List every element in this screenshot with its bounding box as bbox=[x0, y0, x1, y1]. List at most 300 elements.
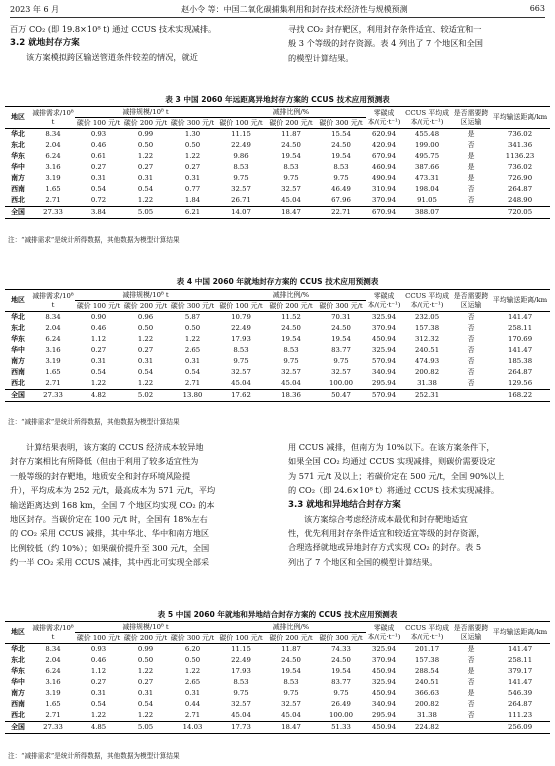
table-cell: 是 bbox=[467, 152, 475, 160]
col-header-carbon-price: 碳价 100 元/t bbox=[76, 301, 121, 310]
table-cell: 325.94 bbox=[371, 313, 397, 321]
table-cell: 是 bbox=[467, 667, 475, 675]
table-cell: 32.57 bbox=[281, 185, 301, 193]
table-cell: 32.57 bbox=[331, 368, 351, 376]
table-cell: 24.50 bbox=[281, 324, 301, 332]
table5-caption: 表 5 中国 2060 年就地和异地结合封存方案的 CCUS 技术应用预测表 bbox=[157, 610, 398, 619]
table-cell: 是 bbox=[467, 174, 475, 182]
table-cell: 6.20 bbox=[184, 645, 201, 653]
col-header-ratio: 减排比例/% bbox=[216, 107, 366, 118]
table-row bbox=[5, 184, 550, 195]
col-header-cross-region: 是否需要跨区运输 bbox=[452, 107, 490, 129]
region-cell: 东北 bbox=[11, 656, 25, 664]
table-cell: 0.54 bbox=[184, 368, 201, 376]
table-cell: 0.54 bbox=[90, 700, 107, 708]
table-cell: 6.21 bbox=[169, 207, 216, 219]
paragraph-line: 为 571 元/t 及以上；若碳价定在 500 元/t，全国 90%以上 bbox=[288, 470, 505, 481]
region-cell: 南方 bbox=[11, 357, 25, 365]
table-cell: 3.19 bbox=[45, 357, 61, 365]
table-cell: 9.75 bbox=[283, 689, 299, 697]
table-cell: 6.24 bbox=[45, 152, 61, 160]
table-cell: 111.23 bbox=[507, 711, 533, 719]
col-header-distance: 平均输送距离/km bbox=[490, 290, 550, 312]
table-cell: 0.27 bbox=[90, 163, 107, 171]
table-cell: 0.46 bbox=[90, 656, 107, 664]
paragraph-line: 如果全国 CO₂ 均通过 CCUS 实现减排，则碳价需要设定 bbox=[288, 456, 496, 467]
region-cell: 西北 bbox=[11, 711, 25, 719]
table-cell: 2.71 bbox=[45, 711, 61, 719]
table-cell: 27.33 bbox=[31, 207, 75, 219]
table-cell: 0.31 bbox=[90, 689, 107, 697]
region-cell: 全国 bbox=[5, 722, 31, 734]
running-header bbox=[10, 4, 545, 18]
table-cell: 22.49 bbox=[231, 141, 251, 149]
table-cell: 3.16 bbox=[45, 163, 61, 171]
table-cell: 2.71 bbox=[45, 196, 61, 204]
table-cell: 否 bbox=[467, 700, 475, 708]
table-cell: 0.99 bbox=[137, 130, 154, 138]
col-header-zero-cost: 零碳成本/(元·t⁻¹) bbox=[366, 622, 402, 644]
table-cell: 17.73 bbox=[216, 722, 266, 734]
table-cell: 288.54 bbox=[414, 667, 440, 675]
table-cell: 185.38 bbox=[507, 357, 533, 365]
region-cell: 华东 bbox=[11, 335, 25, 343]
table-total-row bbox=[5, 207, 550, 219]
paragraph-line: 该方案综合考虑经济成本最优和封存靶地适宜 bbox=[304, 513, 468, 524]
region-cell: 华北 bbox=[11, 645, 25, 653]
col-header-carbon-price: 碳价 100 元/t bbox=[76, 118, 121, 127]
table-cell: 3.84 bbox=[75, 207, 122, 219]
table-cell: 1.12 bbox=[90, 667, 107, 675]
table-cell: 310.94 bbox=[371, 185, 397, 193]
col-header-carbon-price: 碳价 100 元/t bbox=[216, 301, 266, 312]
table-cell: 6.24 bbox=[45, 335, 61, 343]
table-total-row bbox=[5, 390, 550, 402]
table-cell: 32.57 bbox=[231, 700, 251, 708]
col-header-scale: 减排规模/10⁸ t bbox=[75, 290, 216, 301]
table-cell: 2.04 bbox=[45, 324, 61, 332]
table-cell: 200.82 bbox=[414, 700, 440, 708]
col-header-demand: 减排需求/10⁸ t bbox=[31, 290, 75, 312]
table-cell: 8.34 bbox=[45, 313, 61, 321]
table-cell: 312.32 bbox=[414, 335, 440, 343]
col-header-carbon-price: 碳价 300 元/t bbox=[170, 633, 215, 642]
table-cell: 620.94 bbox=[371, 130, 397, 138]
table-row bbox=[5, 710, 550, 722]
table-cell: 11.52 bbox=[281, 313, 301, 321]
table-cell: 460.94 bbox=[371, 163, 397, 171]
table-cell: 1.22 bbox=[184, 667, 201, 675]
table-cell: 726.90 bbox=[507, 174, 533, 182]
table-cell: 14.03 bbox=[169, 722, 216, 734]
table4-note: 注：“减排需求”是统计所得数据，其他数据为模型计算结果 bbox=[8, 418, 180, 426]
region-cell: 华中 bbox=[11, 346, 25, 354]
col-header-avg-cost: CCUS 平均成本/(元·t⁻¹) bbox=[402, 290, 452, 312]
table-cell: 74.33 bbox=[331, 645, 351, 653]
table-cell: 0.31 bbox=[137, 689, 154, 697]
table-cell: 否 bbox=[467, 185, 475, 193]
table-cell: 3.16 bbox=[45, 678, 61, 686]
table-cell: 0.31 bbox=[90, 174, 107, 182]
paragraph-line: 输送距离达到 168 km，全国 7 个地区均实现 CO₂ 的本 bbox=[10, 499, 215, 510]
table-cell: 387.66 bbox=[414, 163, 440, 171]
section-heading: 3.3 就地和异地结合封存方案 bbox=[288, 499, 401, 510]
table-cell: 1.22 bbox=[137, 379, 154, 387]
region-cell: 华中 bbox=[11, 678, 25, 686]
table-cell: 1.22 bbox=[184, 335, 201, 343]
table-cell: 9.86 bbox=[233, 152, 249, 160]
table-cell: 0.50 bbox=[137, 141, 154, 149]
table-cell: 3.19 bbox=[45, 689, 61, 697]
col-header-region: 地区 bbox=[5, 290, 31, 312]
table-cell: 240.51 bbox=[414, 346, 440, 354]
table-cell: 325.94 bbox=[371, 645, 397, 653]
table-cell: 否 bbox=[467, 678, 475, 686]
table-cell: 1.65 bbox=[45, 700, 61, 708]
table-cell: 450.94 bbox=[371, 667, 397, 675]
table-cell: 258.11 bbox=[507, 656, 533, 664]
table-cell: 9.75 bbox=[233, 174, 249, 182]
table-cell: 0.31 bbox=[184, 174, 201, 182]
table-cell: 157.38 bbox=[414, 656, 440, 664]
table-cell: 0.77 bbox=[184, 185, 201, 193]
col-header-carbon-price: 碳价 200 元/t bbox=[266, 633, 316, 644]
table4-caption: 表 4 中国 2060 年就地封存方案的 CCUS 技术应用预测表 bbox=[176, 277, 379, 286]
paragraph-line: 比例较低（约 10%）；如果碳价提升至 300 元/t，全国 bbox=[10, 542, 210, 553]
table-cell: 45.04 bbox=[281, 379, 301, 387]
table-cell: 224.82 bbox=[402, 722, 452, 734]
table-cell: 是 bbox=[467, 689, 475, 697]
table-cell: 46.49 bbox=[331, 185, 351, 193]
table-cell: 6.24 bbox=[45, 667, 61, 675]
table-cell: 24.50 bbox=[281, 141, 301, 149]
table-row bbox=[5, 655, 550, 666]
table-cell: 0.27 bbox=[137, 346, 154, 354]
col-header-carbon-price: 碳价 300 元/t bbox=[316, 633, 366, 644]
paragraph-text: 百万 CO₂ (即 19.8×10⁸ t) 通过 CCUS 技术实现减排。 bbox=[10, 24, 217, 34]
table-cell: 32.57 bbox=[231, 368, 251, 376]
table-cell: 83.77 bbox=[331, 346, 351, 354]
table-cell bbox=[452, 722, 490, 734]
table-cell: 27.33 bbox=[31, 390, 75, 402]
col-header-region: 地区 bbox=[5, 107, 31, 129]
table-cell: 264.87 bbox=[507, 185, 533, 193]
table-cell: 1.22 bbox=[184, 152, 201, 160]
table-cell: 0.54 bbox=[137, 368, 154, 376]
table-cell: 366.63 bbox=[414, 689, 440, 697]
table-cell: 11.87 bbox=[281, 130, 301, 138]
table-cell: 1.22 bbox=[137, 196, 154, 204]
table-cell: 17.93 bbox=[231, 667, 251, 675]
region-cell: 西南 bbox=[11, 700, 25, 708]
table-cell: 91.05 bbox=[417, 196, 437, 204]
table-cell: 27.33 bbox=[31, 722, 75, 734]
table-cell: 0.27 bbox=[90, 678, 107, 686]
table-row bbox=[5, 195, 550, 207]
table-total-row bbox=[5, 722, 550, 734]
table-cell: 450.94 bbox=[371, 335, 397, 343]
col-header-carbon-price: 碳价 300 元/t bbox=[316, 118, 366, 129]
col-header-avg-cost: CCUS 平均成本/(元·t⁻¹) bbox=[402, 107, 452, 129]
table-cell: 232.05 bbox=[414, 313, 440, 321]
col-header-zero-cost: 零碳成本/(元·t⁻¹) bbox=[366, 107, 402, 129]
table-cell: 31.38 bbox=[417, 711, 437, 719]
table-cell: 379.17 bbox=[507, 667, 533, 675]
table-cell: 570.94 bbox=[371, 357, 397, 365]
table-row bbox=[5, 345, 550, 356]
col-header-cross-region: 是否需要跨区运输 bbox=[452, 622, 490, 644]
paragraph-line: 用 CCUS 减排，但南方为 10%以下。在该方案条件下， bbox=[288, 442, 495, 452]
table-cell: 141.47 bbox=[507, 678, 533, 686]
table-cell: 0.50 bbox=[184, 324, 201, 332]
table-cell: 736.02 bbox=[507, 163, 533, 171]
col-header-zero-cost: 零碳成本/(元·t⁻¹) bbox=[366, 290, 402, 312]
table-cell: 9.75 bbox=[283, 174, 299, 182]
table-cell: 9.75 bbox=[233, 357, 249, 365]
table-cell: 0.93 bbox=[90, 645, 107, 653]
table-cell: 0.31 bbox=[184, 689, 201, 697]
table-cell bbox=[452, 207, 490, 219]
table-cell: 490.94 bbox=[371, 174, 397, 182]
table-cell: 546.39 bbox=[507, 689, 533, 697]
table-cell: 32.57 bbox=[281, 700, 301, 708]
table-cell: 100.00 bbox=[328, 711, 354, 719]
table-row bbox=[5, 644, 550, 656]
table-row bbox=[5, 140, 550, 151]
table-cell: 341.36 bbox=[507, 141, 533, 149]
col-header-avg-cost: CCUS 平均成本/(元·t⁻¹) bbox=[402, 622, 452, 644]
table-cell: 720.05 bbox=[490, 207, 550, 219]
table-cell: 9.75 bbox=[333, 689, 349, 697]
table-row bbox=[5, 699, 550, 710]
table-cell: 否 bbox=[467, 379, 475, 387]
region-cell: 东北 bbox=[11, 141, 25, 149]
table-cell: 450.94 bbox=[366, 722, 402, 734]
region-cell: 西南 bbox=[11, 368, 25, 376]
table-cell: 5.87 bbox=[184, 313, 201, 321]
paragraph-line: 封存方案相比有所降低（但由于利用了较多适宜性为 bbox=[10, 456, 199, 467]
table-cell: 1136.23 bbox=[505, 152, 535, 160]
table-cell: 45.04 bbox=[281, 711, 301, 719]
region-cell: 西北 bbox=[11, 379, 25, 387]
table-cell: 否 bbox=[467, 324, 475, 332]
table-cell: 22.71 bbox=[316, 207, 366, 219]
table-cell: 199.00 bbox=[414, 141, 440, 149]
table-cell: 19.54 bbox=[281, 152, 301, 160]
table-cell: 0.31 bbox=[90, 357, 107, 365]
table-cell: 否 bbox=[467, 196, 475, 204]
table-cell: 370.94 bbox=[371, 656, 397, 664]
table-cell: 670.94 bbox=[371, 152, 397, 160]
region-cell: 华东 bbox=[11, 152, 25, 160]
table-row bbox=[5, 367, 550, 378]
table-cell: 8.53 bbox=[283, 678, 299, 686]
table-cell: 0.44 bbox=[184, 700, 201, 708]
table-row bbox=[5, 334, 550, 345]
table-cell: 0.50 bbox=[137, 324, 154, 332]
table-cell: 198.04 bbox=[414, 185, 440, 193]
table-cell: 否 bbox=[467, 313, 475, 321]
table-cell: 0.31 bbox=[137, 174, 154, 182]
table-row bbox=[5, 688, 550, 699]
table3 bbox=[5, 106, 550, 219]
table-cell: 70.31 bbox=[331, 313, 351, 321]
region-cell: 西南 bbox=[11, 185, 25, 193]
header-date: 2023 年 6 月 bbox=[10, 5, 60, 14]
region-cell: 全国 bbox=[5, 207, 31, 219]
table-cell: 32.57 bbox=[231, 185, 251, 193]
table-cell: 1.65 bbox=[45, 185, 61, 193]
table-cell: 0.27 bbox=[90, 346, 107, 354]
table-cell: 157.38 bbox=[414, 324, 440, 332]
table-cell: 1.22 bbox=[137, 335, 154, 343]
table-cell: 570.94 bbox=[366, 390, 402, 402]
table-cell: 22.49 bbox=[231, 324, 251, 332]
table-cell: 201.17 bbox=[414, 645, 440, 653]
region-cell: 全国 bbox=[5, 390, 31, 402]
table-cell: 15.54 bbox=[331, 130, 351, 138]
table-cell: 0.99 bbox=[137, 645, 154, 653]
col-header-scale: 减排规模/10⁸ t bbox=[75, 622, 216, 633]
table-cell: 200.82 bbox=[414, 368, 440, 376]
col-header-scale: 减排规模/10⁸ t bbox=[75, 107, 216, 118]
table-cell: 2.04 bbox=[45, 141, 61, 149]
table-cell: 45.04 bbox=[281, 196, 301, 204]
paragraph-text: 该方案模拟跨区输送管道条件较差的情况，就近 bbox=[26, 52, 198, 63]
table-row bbox=[5, 677, 550, 688]
table5-note: 注：“减排需求”是统计所得数据，其他数据为模型计算结果 bbox=[8, 752, 180, 760]
table3-note: 注：“减排需求”是统计所得数据，其他数据为模型计算结果 bbox=[8, 236, 180, 244]
table-cell: 83.77 bbox=[331, 678, 351, 686]
table-cell: 50.47 bbox=[316, 390, 366, 402]
table-cell: 370.94 bbox=[371, 196, 397, 204]
table-cell: 4.85 bbox=[75, 722, 122, 734]
table-cell: 0.46 bbox=[90, 324, 107, 332]
table-row bbox=[5, 323, 550, 334]
table-cell: 420.94 bbox=[371, 141, 397, 149]
paragraph-line: 的 CO₂ 采用 CCUS 减排，其中华北、华中和南方地区 bbox=[10, 528, 210, 539]
table-cell: 9.75 bbox=[233, 689, 249, 697]
table-cell: 0.31 bbox=[137, 357, 154, 365]
table-cell: 2.04 bbox=[45, 656, 61, 664]
region-cell: 华北 bbox=[11, 313, 25, 321]
table-cell: 9.75 bbox=[333, 174, 349, 182]
table-cell: 26.71 bbox=[231, 196, 251, 204]
table-cell: 450.94 bbox=[371, 689, 397, 697]
table-cell: 0.27 bbox=[137, 678, 154, 686]
table-cell bbox=[452, 390, 490, 402]
table-cell: 22.49 bbox=[231, 656, 251, 664]
table5 bbox=[5, 621, 550, 734]
paragraph-line: 性，优先利用封存条件适宜和较适宜等级的封存资源， bbox=[288, 528, 485, 539]
table-cell: 670.94 bbox=[366, 207, 402, 219]
table-cell: 否 bbox=[467, 368, 475, 376]
table3-caption: 表 3 中国 2060 年远距离异地封存方案的 CCUS 技术应用预测表 bbox=[165, 95, 390, 104]
table-cell: 0.27 bbox=[137, 163, 154, 171]
col-header-carbon-price: 碳价 300 元/t bbox=[316, 301, 366, 312]
table-row bbox=[5, 666, 550, 677]
table-cell: 1.30 bbox=[184, 130, 201, 138]
table-cell: 19.54 bbox=[331, 152, 351, 160]
paragraph-text: 寻找 CO₂ 封存靶区，利用封存条件适宜、较适宜和一 bbox=[288, 24, 482, 34]
table-cell: 455.48 bbox=[414, 130, 440, 138]
table-cell: 8.53 bbox=[283, 346, 299, 354]
mid-right-column bbox=[288, 440, 546, 569]
table-cell: 100.00 bbox=[328, 379, 354, 387]
table-cell: 295.94 bbox=[371, 379, 397, 387]
table-cell: 否 bbox=[467, 346, 475, 354]
table-cell: 10.79 bbox=[231, 313, 251, 321]
table-cell: 19.54 bbox=[331, 667, 351, 675]
table-cell: 2.65 bbox=[184, 678, 201, 686]
table-cell: 1.84 bbox=[184, 196, 201, 204]
table-cell: 370.94 bbox=[371, 324, 397, 332]
col-header-carbon-price: 碳价 300 元/t bbox=[170, 301, 215, 310]
section-heading: 3.2 就地封存方案 bbox=[10, 38, 80, 49]
table-cell: 141.47 bbox=[507, 313, 533, 321]
table-cell: 3.19 bbox=[45, 174, 61, 182]
table-cell: 240.51 bbox=[414, 678, 440, 686]
table-cell: 5.02 bbox=[122, 390, 169, 402]
table-cell: 5.05 bbox=[122, 207, 169, 219]
table-cell: 340.94 bbox=[371, 368, 397, 376]
table-cell: 0.72 bbox=[90, 196, 107, 204]
paragraph-text: 的模型计算结果。 bbox=[288, 52, 354, 63]
table-cell: 141.47 bbox=[507, 346, 533, 354]
col-header-carbon-price: 碳价 100 元/t bbox=[216, 118, 266, 129]
table-cell: 0.54 bbox=[137, 700, 154, 708]
table-cell: 5.05 bbox=[122, 722, 169, 734]
paragraph-line: 合理选择就地或异地封存方式实现 CO₂ 的封存。表 5 bbox=[288, 542, 482, 553]
region-cell: 华北 bbox=[11, 130, 25, 138]
col-header-distance: 平均输送距离/km bbox=[490, 107, 550, 129]
col-header-distance: 平均输送距离/km bbox=[490, 622, 550, 644]
col-header-ratio: 减排比例/% bbox=[216, 622, 366, 633]
table-cell: 340.94 bbox=[371, 700, 397, 708]
table-cell: 170.69 bbox=[507, 335, 533, 343]
table-cell: 2.71 bbox=[45, 379, 61, 387]
table-cell: 19.54 bbox=[331, 335, 351, 343]
table-cell: 31.38 bbox=[417, 379, 437, 387]
table-cell: 264.87 bbox=[507, 700, 533, 708]
table-cell: 295.94 bbox=[371, 711, 397, 719]
col-header-carbon-price: 碳价 200 元/t bbox=[123, 118, 168, 127]
table-cell: 0.90 bbox=[90, 313, 107, 321]
table-cell: 8.53 bbox=[233, 346, 249, 354]
region-cell: 西北 bbox=[11, 196, 25, 204]
table-cell: 8.53 bbox=[283, 163, 299, 171]
table-cell: 11.87 bbox=[281, 645, 301, 653]
table-cell: 0.27 bbox=[184, 163, 201, 171]
table-cell: 248.90 bbox=[507, 196, 533, 204]
table-cell: 13.80 bbox=[169, 390, 216, 402]
paragraph-line: 列出了 7 个地区和全国的模型计算结果。 bbox=[288, 556, 438, 567]
table-cell: 1.65 bbox=[45, 368, 61, 376]
table-cell: 8.53 bbox=[233, 678, 249, 686]
table-row bbox=[5, 162, 550, 173]
table-cell: 325.94 bbox=[371, 346, 397, 354]
paragraph-line: 一般等级的封存靶地，地质安全和封存环境风险提 bbox=[10, 470, 191, 481]
table-cell: 1.22 bbox=[137, 711, 154, 719]
table-cell: 495.75 bbox=[414, 152, 440, 160]
table-cell: 67.96 bbox=[331, 196, 351, 204]
table-cell: 18.47 bbox=[266, 207, 316, 219]
region-cell: 华东 bbox=[11, 667, 25, 675]
table-row bbox=[5, 378, 550, 390]
col-header-carbon-price: 碳价 200 元/t bbox=[123, 301, 168, 310]
paragraph-line: 约一半 CO₂ 采用 CCUS 减排，其中西北可实现全部采 bbox=[10, 557, 210, 568]
table-cell: 18.36 bbox=[266, 390, 316, 402]
